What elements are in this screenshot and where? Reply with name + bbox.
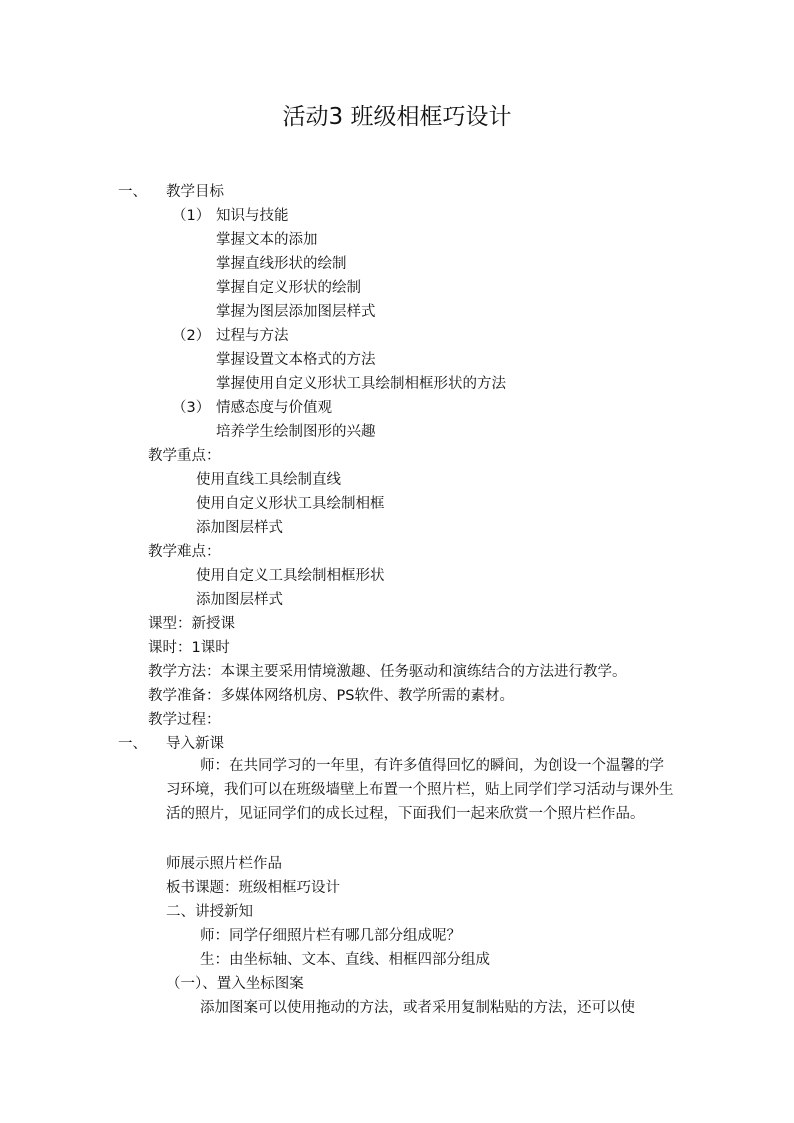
intro-show: 师展示照片栏作品 xyxy=(166,856,282,872)
section-number: 一、 xyxy=(118,184,147,200)
goal-label: 过程与方法 xyxy=(216,328,289,344)
goal-item: 掌握设置文本格式的方法 xyxy=(216,352,376,368)
key-point-item: 添加图层样式 xyxy=(196,520,283,536)
section-number: 一、 xyxy=(118,736,147,752)
teaching-process: 教学过程： xyxy=(148,712,221,728)
lesson-type: 课型：新授课 xyxy=(148,616,235,632)
difficult-point-item: 添加图层样式 xyxy=(196,592,283,608)
difficult-point-item: 使用自定义工具绘制相框形状 xyxy=(196,568,385,584)
teaching-method: 教学方法：本课主要采用情境激趣、任务驱动和演练结合的方法进行教学。 xyxy=(148,664,627,680)
section-heading: 教学目标 xyxy=(166,184,224,200)
goal-number: （2） xyxy=(172,328,211,344)
key-point-item: 使用直线工具绘制直线 xyxy=(196,472,341,488)
student-answer: 生：由坐标轴、文本、直线、相框四部分组成 xyxy=(200,952,490,968)
key-point-item: 使用自定义形状工具绘制相框 xyxy=(196,496,385,512)
goal-item: 掌握使用自定义形状工具绘制相框形状的方法 xyxy=(216,376,506,392)
goal-number: （1） xyxy=(172,208,211,224)
goal-label: 情感态度与价值观 xyxy=(216,400,332,416)
goal-label: 知识与技能 xyxy=(216,208,289,224)
goal-item: 掌握直线形状的绘制 xyxy=(216,256,347,272)
goal-item: 掌握为图层添加图层样式 xyxy=(216,304,376,320)
key-points-heading: 教学重点： xyxy=(148,448,221,464)
goal-item: 掌握自定义形状的绘制 xyxy=(216,280,361,296)
intro-paragraph: 师：在共同学习的一年里，有许多值得回忆的瞬间，为创设一个温馨的学习环境，我们可以在班级墙壁上布置一个照片栏，贴上同学们学习活动与课外生活的照片，见证同学们的成长过程，下面我们一起来欣赏一个照片栏作品。 xyxy=(166,758,674,822)
new-knowledge-heading: 二、讲授新知 xyxy=(166,904,253,920)
intro-board: 板书课题：班级相框巧设计 xyxy=(166,880,340,896)
body-paragraph: 添加图案可以使用拖动的方法，或者采用复制粘贴的方法，还可以使 xyxy=(200,1000,635,1016)
teacher-question: 师：同学仔细照片栏有哪几部分组成呢？ xyxy=(200,928,461,944)
sub-heading: （一）、置入坐标图案 xyxy=(166,976,304,992)
difficult-points-heading: 教学难点： xyxy=(148,544,221,560)
goal-number: （3） xyxy=(172,400,211,416)
goal-item: 培养学生绘制图形的兴趣 xyxy=(216,424,376,440)
lesson-hours: 课时：1课时 xyxy=(148,640,230,656)
section-heading: 导入新课 xyxy=(166,736,224,752)
goal-item: 掌握文本的添加 xyxy=(216,232,318,248)
teaching-prep: 教学准备：多媒体网络机房、PS软件、教学所需的素材。 xyxy=(148,688,514,704)
page-title: 活动3 班级相框巧设计 xyxy=(282,104,512,130)
